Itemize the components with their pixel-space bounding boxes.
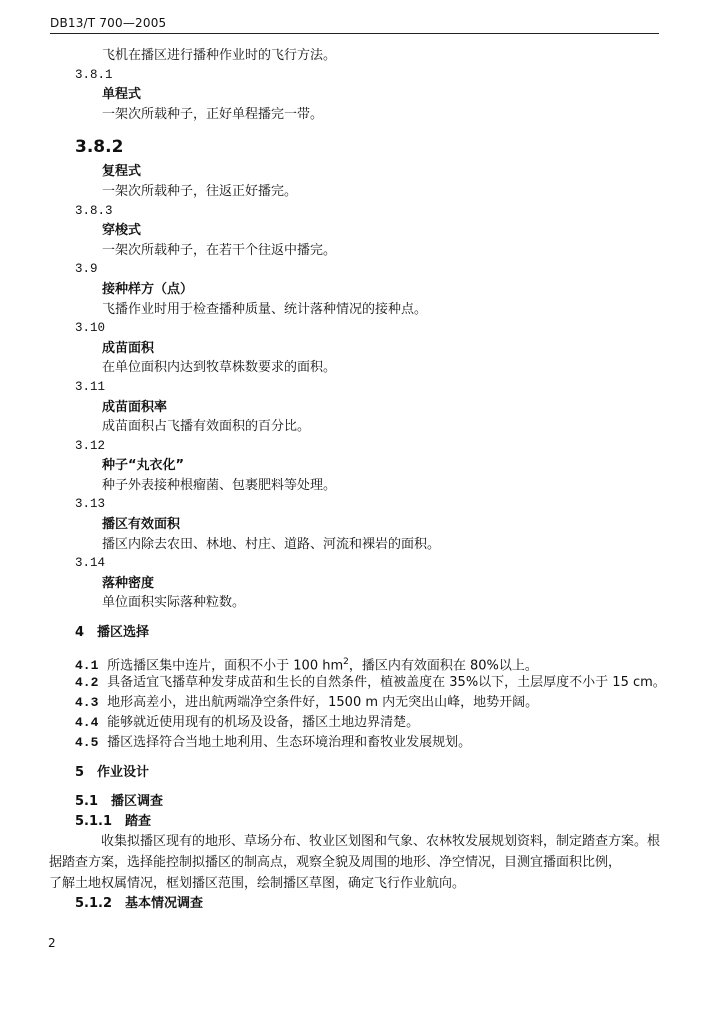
clause-item-text: 地形高差小，进出航两端净空条件好，1500 m 内无突出山峰，地势开阔。: [107, 694, 539, 710]
paragraph-line: 了解土地权属情况，框划播区范围，绘制播区草图，确定飞行作业航向。: [49, 876, 466, 892]
clause-number: 3.12: [75, 438, 106, 453]
subsubsection-heading: 5.1.2 基本情况调查: [75, 896, 204, 912]
clause-number: 3.9: [75, 262, 98, 277]
clause-item-number: 4.4: [75, 714, 99, 730]
term-name: 种子“丸衣化”: [102, 458, 185, 474]
clause-item-number: 4.2: [75, 674, 99, 690]
term-definition: 播区内除去农田、林地、村庄、道路、河流和裸岩的面积。: [102, 536, 441, 552]
clause-item: [75, 673, 665, 693]
term-definition: 一架次所载种子，在若干个往返中播完。: [102, 242, 337, 258]
paragraph-line: 据踏查方案，选择能控制拟播区的制高点，观察全貌及周围的地形、净空情况，目测宜播面积比例，: [49, 855, 622, 871]
clause-item-text-cont: ，播区内有效面积在 80%以上。: [348, 657, 538, 673]
subsection-heading: 5.1 播区调查: [75, 794, 164, 810]
term-name: 穿梭式: [102, 223, 142, 239]
section-heading: 4 播区选择: [75, 625, 150, 641]
clause-item-text: 能够就近使用现有的机场及设备，播区土地边界清楚。: [107, 714, 420, 730]
clause-number: 3.8.2: [75, 137, 124, 158]
clause-item-text: 具备适宜飞播草种发芽成苗和生长的自然条件，植被盖度在 35%以下，土层厚度不小于 15 cm。: [107, 674, 666, 690]
clause-item-number: 4.3: [75, 694, 99, 710]
term-name: 成苗面积率: [102, 399, 168, 415]
clause-number: 3.14: [75, 556, 106, 571]
term-definition: 成苗面积占飞播有效面积的百分比。: [102, 419, 311, 435]
term-definition: 种子外表接种根瘤菌、包裹肥料等处理。: [102, 477, 337, 493]
section-heading: 5 作业设计: [75, 764, 150, 780]
term-name: 单程式: [102, 87, 142, 103]
header-rule: [50, 33, 659, 34]
subsubsection-heading: 5.1.1 踏查: [75, 813, 152, 829]
body-paragraph: [49, 831, 661, 894]
clause-number: 3.13: [75, 497, 106, 512]
clause-item-number: 4.5: [75, 734, 99, 750]
clause-item-number: 4.1: [75, 657, 99, 673]
clause-number: 3.10: [75, 321, 106, 336]
term-definition: 飞播作业时用于检查播种质量、统计落种情况的接种点。: [102, 301, 428, 317]
clause-item: [75, 693, 665, 713]
term-definition: 一架次所载种子，正好单程播完一带。: [102, 106, 324, 122]
clause-number: 3.8.3: [75, 203, 113, 218]
paragraph-line: 收集拟播区现有的地形、草场分布、牧业区划图和气象、农林牧发展规划资料，制定踏查方案。根: [101, 834, 661, 850]
term-definition: 在单位面积内达到牧草株数要求的面积。: [102, 360, 337, 376]
clause-item-text: 所选播区集中连片，面积不小于 100 hm: [107, 657, 344, 673]
term-name: 成苗面积: [102, 340, 155, 356]
definition-continuation: 飞机在播区进行播种作业时的飞行方法。: [102, 48, 337, 63]
clause-item: [75, 733, 665, 753]
clause-item: [75, 653, 665, 673]
clause-number: 3.11: [75, 379, 106, 394]
clause-item: [75, 713, 665, 733]
term-name: 接种样方（点）: [102, 281, 194, 297]
page-content: [49, 46, 666, 914]
term-definition: 单位面积实际落种粒数。: [102, 595, 246, 611]
term-name: 播区有效面积: [102, 517, 181, 533]
term-definition: 一架次所载种子，往返正好播完。: [102, 183, 298, 199]
clause-number: 3.8.1: [75, 67, 113, 82]
term-name: 复程式: [102, 164, 142, 180]
superscript-exponent: 2: [343, 656, 349, 667]
page-number: 2: [48, 936, 56, 950]
term-name: 落种密度: [102, 575, 155, 591]
standard-code-header: DB13/T 700—2005: [50, 16, 167, 30]
clause-item-text: 播区选择符合当地土地利用、生态环境治理和畜牧业发展规划。: [107, 734, 472, 750]
